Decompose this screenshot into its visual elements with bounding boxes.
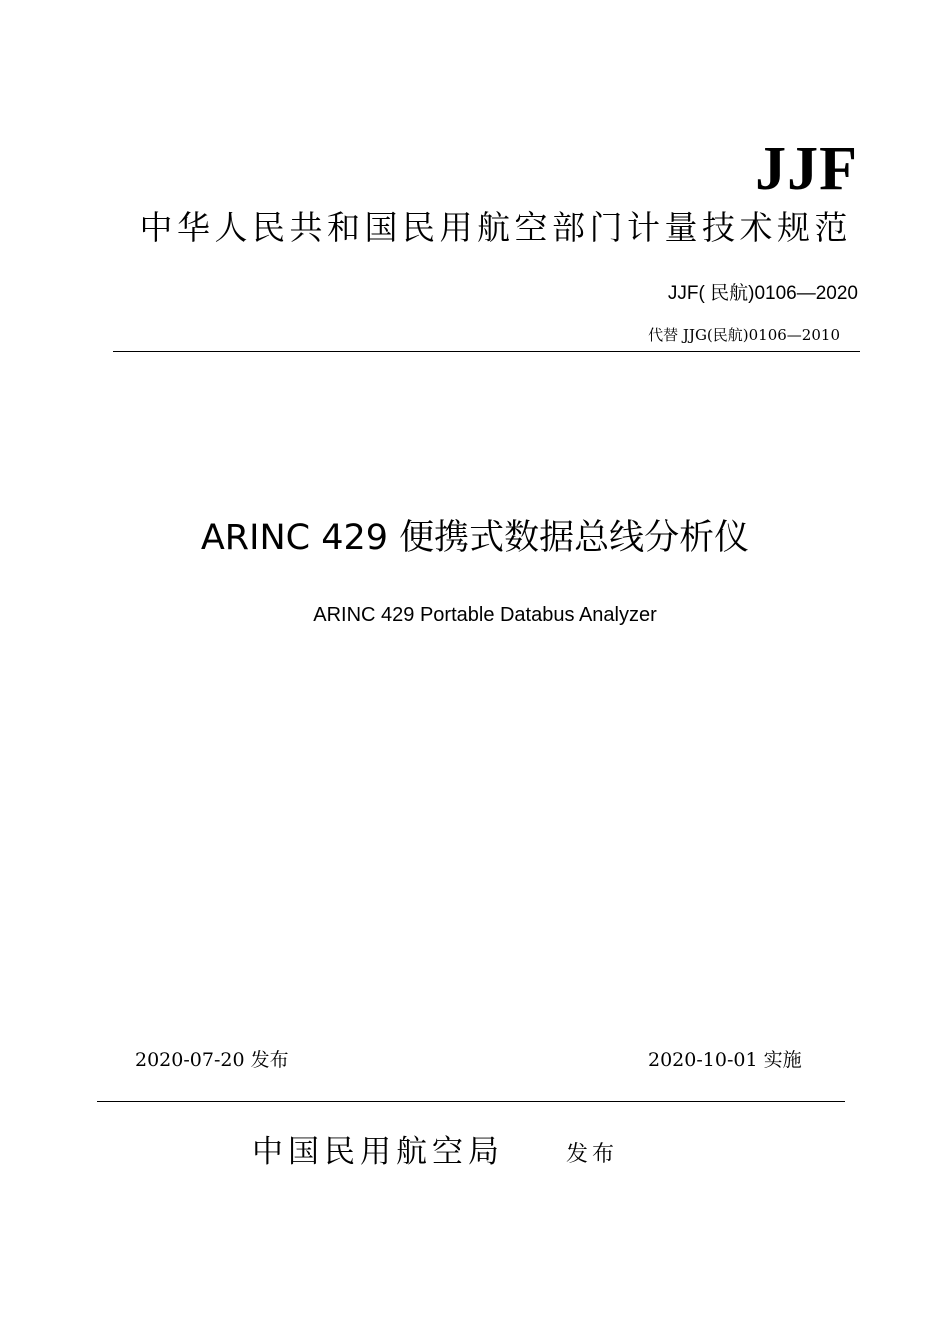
issue-action: 发布: [566, 1142, 619, 1167]
spec-series-title: 中华人民共和国民用航空部门计量技术规范: [139, 208, 852, 247]
bottom-divider: [97, 1101, 845, 1102]
replaces-code: 代替 JJG(民航)0106—2010: [648, 326, 840, 344]
document-title-chinese: ARINC 429 便携式数据总线分析仪: [200, 518, 750, 558]
implementation-date: 2020-10-01 实施: [648, 1049, 802, 1071]
publish-date: 2020-07-20 发布: [135, 1049, 289, 1071]
issuing-authority: 中国民用航空局: [252, 1134, 504, 1170]
spec-code: JJF( 民航)0106—2020: [667, 283, 858, 304]
top-divider: [113, 351, 860, 352]
jjf-mark: JJF: [755, 135, 858, 203]
document-title-english: ARINC 429 Portable Databus Analyzer: [313, 604, 657, 626]
